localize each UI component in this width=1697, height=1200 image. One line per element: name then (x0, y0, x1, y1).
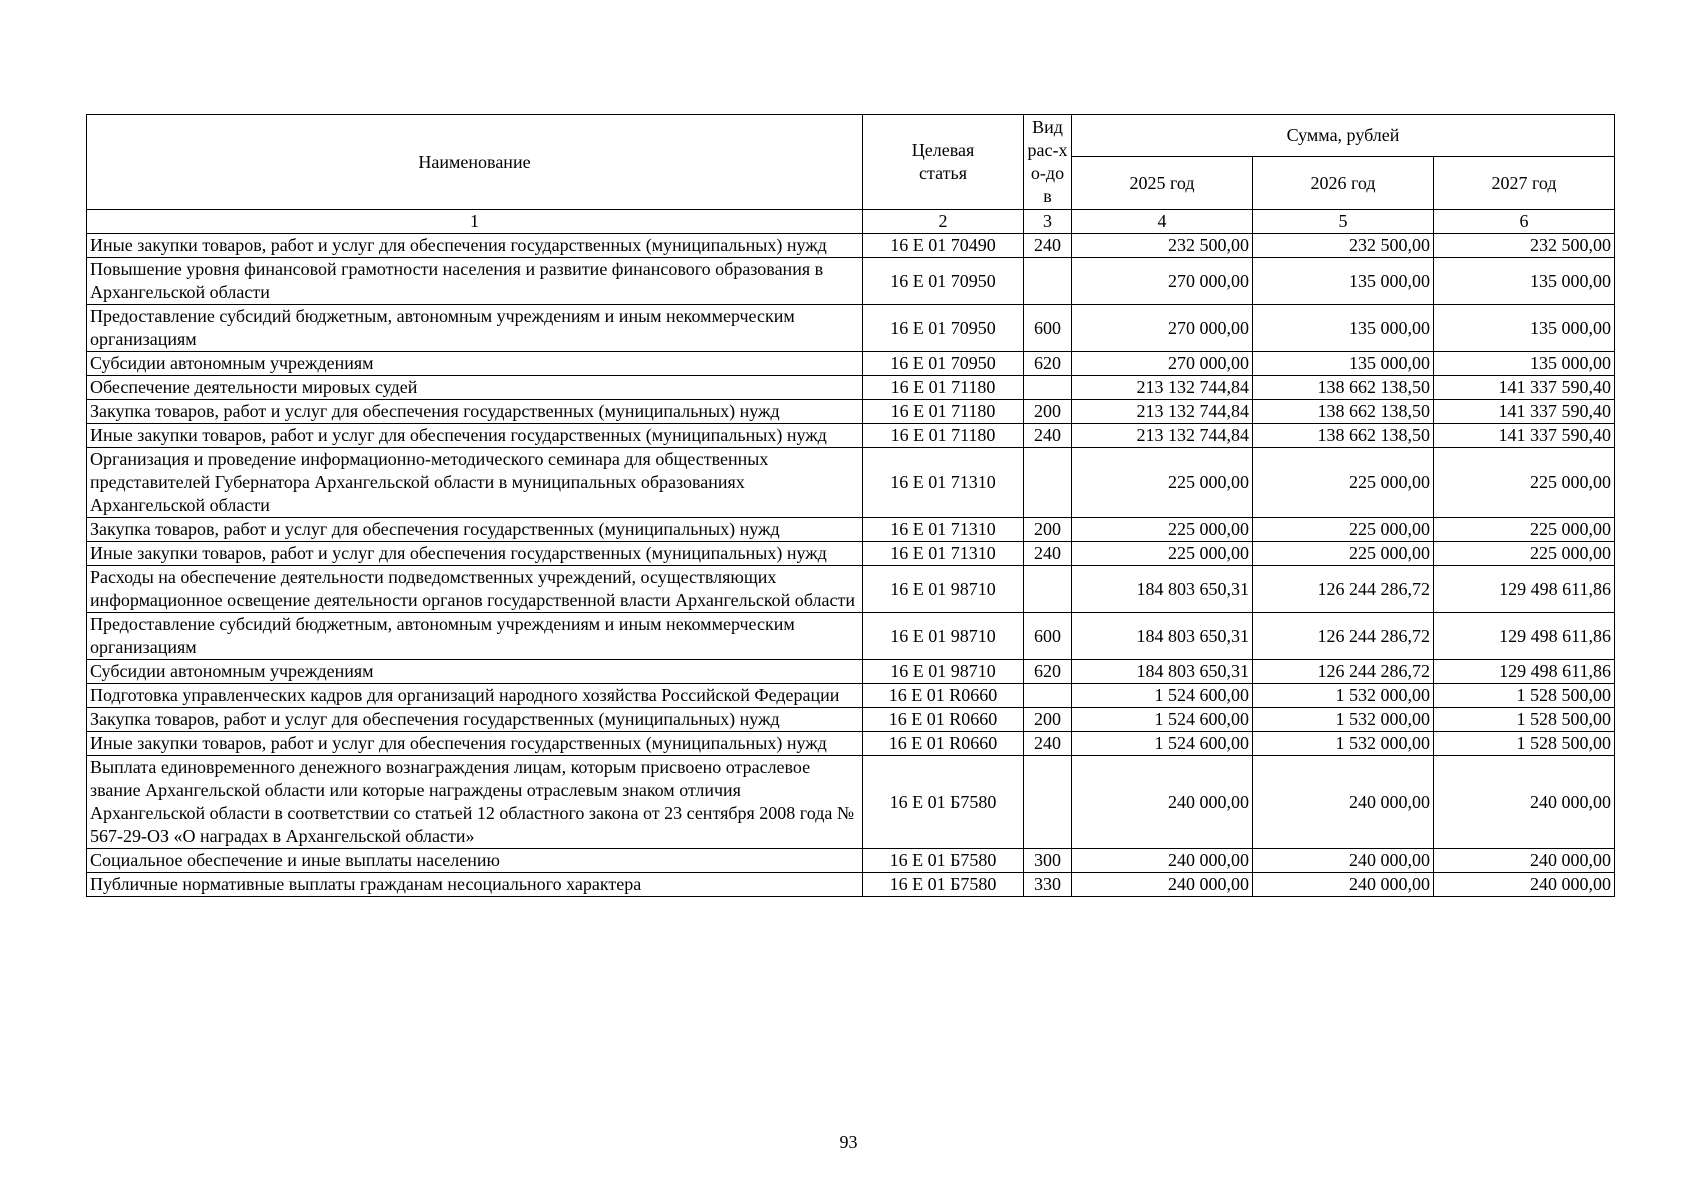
column-number: 6 (1434, 210, 1615, 234)
table-row (87, 234, 1615, 258)
row-expense-kind: 200 (1024, 708, 1072, 732)
table-row (87, 732, 1615, 756)
row-name: Подготовка управленческих кадров для организаций народного хозяйства Российской Федерации (87, 684, 863, 708)
row-amount-2025: 240 000,00 (1072, 873, 1253, 897)
row-amount-2025: 184 803 650,31 (1072, 660, 1253, 684)
row-target-code: 16 Е 01 71180 (863, 400, 1024, 424)
row-target-code: 16 Е 01 70950 (863, 305, 1024, 352)
row-amount-2025: 225 000,00 (1072, 448, 1253, 518)
row-amount-2026: 138 662 138,50 (1253, 400, 1434, 424)
table-row (87, 756, 1615, 849)
row-target-code: 16 Е 01 Б7580 (863, 756, 1024, 849)
row-amount-2027: 225 000,00 (1434, 542, 1615, 566)
column-number: 2 (863, 210, 1024, 234)
row-target-code: 16 Е 01 71180 (863, 376, 1024, 400)
row-amount-2026: 240 000,00 (1253, 873, 1434, 897)
row-name: Закупка товаров, работ и услуг для обеспечения государственных (муниципальных) нужд (87, 708, 863, 732)
table-row (87, 376, 1615, 400)
row-amount-2026: 135 000,00 (1253, 352, 1434, 376)
row-name: Субсидии автономным учреждениям (87, 352, 863, 376)
row-amount-2026: 138 662 138,50 (1253, 424, 1434, 448)
row-expense-kind: 330 (1024, 873, 1072, 897)
row-name: Повышение уровня финансовой грамотности населения и развитие финансового образования в Архангельской области (87, 258, 863, 305)
column-number: 5 (1253, 210, 1434, 234)
row-expense-kind: 200 (1024, 518, 1072, 542)
header-year-2026: 2026 год (1253, 157, 1434, 210)
header-code-label: Целевая статья (911, 140, 975, 183)
table-row (87, 849, 1615, 873)
row-amount-2027: 240 000,00 (1434, 849, 1615, 873)
row-name: Иные закупки товаров, работ и услуг для обеспечения государственных (муниципальных) нужд (87, 542, 863, 566)
header-kind-label: Вид рас-хо-дов (1027, 117, 1068, 206)
row-expense-kind (1024, 376, 1072, 400)
row-amount-2027: 1 528 500,00 (1434, 708, 1615, 732)
row-target-code: 16 Е 01 Б7580 (863, 849, 1024, 873)
row-name: Иные закупки товаров, работ и услуг для обеспечения государственных (муниципальных) нужд (87, 234, 863, 258)
row-name: Иные закупки товаров, работ и услуг для обеспечения государственных (муниципальных) нужд (87, 732, 863, 756)
row-amount-2025: 184 803 650,31 (1072, 613, 1253, 660)
row-expense-kind: 600 (1024, 305, 1072, 352)
table-body (87, 234, 1615, 897)
row-amount-2027: 225 000,00 (1434, 518, 1615, 542)
row-amount-2025: 225 000,00 (1072, 518, 1253, 542)
row-amount-2027: 129 498 611,86 (1434, 566, 1615, 613)
row-amount-2027: 232 500,00 (1434, 234, 1615, 258)
row-target-code: 16 Е 01 71180 (863, 424, 1024, 448)
row-amount-2026: 225 000,00 (1253, 448, 1434, 518)
row-target-code: 16 Е 01 R0660 (863, 732, 1024, 756)
row-amount-2025: 240 000,00 (1072, 756, 1253, 849)
row-expense-kind: 240 (1024, 542, 1072, 566)
row-amount-2027: 141 337 590,40 (1434, 376, 1615, 400)
page-number: 93 (839, 1132, 858, 1152)
row-amount-2026: 232 500,00 (1253, 234, 1434, 258)
row-target-code: 16 Е 01 71310 (863, 448, 1024, 518)
table-row (87, 542, 1615, 566)
header-sum: Сумма, рублей (1072, 115, 1615, 157)
row-expense-kind (1024, 448, 1072, 518)
row-name: Выплата единовременного денежного вознаграждения лицам, которым присвоено отраслевое звание Архангельской области или которые награждены отраслевым знаком отличия Архангельской области в соответствии со статьей 12 областного закона от 23 сентября 2008 года № 567-29-ОЗ «О наградах в Архангельской области» (87, 756, 863, 849)
table-row (87, 613, 1615, 660)
row-amount-2026: 138 662 138,50 (1253, 376, 1434, 400)
row-amount-2026: 1 532 000,00 (1253, 684, 1434, 708)
row-amount-2027: 240 000,00 (1434, 873, 1615, 897)
table-row (87, 566, 1615, 613)
row-amount-2026: 126 244 286,72 (1253, 660, 1434, 684)
row-amount-2025: 213 132 744,84 (1072, 400, 1253, 424)
row-target-code: 16 Е 01 70490 (863, 234, 1024, 258)
row-amount-2025: 1 524 600,00 (1072, 732, 1253, 756)
header-row-top (87, 115, 1615, 157)
table-row (87, 352, 1615, 376)
table-row (87, 448, 1615, 518)
table-row (87, 424, 1615, 448)
row-target-code: 16 Е 01 70950 (863, 352, 1024, 376)
row-amount-2025: 213 132 744,84 (1072, 424, 1253, 448)
row-name: Субсидии автономным учреждениям (87, 660, 863, 684)
row-amount-2026: 135 000,00 (1253, 258, 1434, 305)
table-row (87, 873, 1615, 897)
row-amount-2026: 1 532 000,00 (1253, 732, 1434, 756)
row-expense-kind: 240 (1024, 732, 1072, 756)
row-expense-kind: 300 (1024, 849, 1072, 873)
row-amount-2027: 141 337 590,40 (1434, 424, 1615, 448)
row-name: Предоставление субсидий бюджетным, автономным учреждениям и иным некоммерческим организациям (87, 613, 863, 660)
row-target-code: 16 Е 01 71310 (863, 542, 1024, 566)
row-amount-2025: 184 803 650,31 (1072, 566, 1253, 613)
row-expense-kind: 620 (1024, 660, 1072, 684)
column-number: 1 (87, 210, 863, 234)
row-amount-2026: 240 000,00 (1253, 849, 1434, 873)
row-expense-kind: 240 (1024, 424, 1072, 448)
column-number: 3 (1024, 210, 1072, 234)
row-name: Предоставление субсидий бюджетным, автономным учреждениям и иным некоммерческим организациям (87, 305, 863, 352)
row-amount-2026: 225 000,00 (1253, 518, 1434, 542)
row-amount-2026: 135 000,00 (1253, 305, 1434, 352)
row-expense-kind: 620 (1024, 352, 1072, 376)
row-amount-2026: 126 244 286,72 (1253, 613, 1434, 660)
row-expense-kind: 600 (1024, 613, 1072, 660)
table-row (87, 400, 1615, 424)
row-name: Закупка товаров, работ и услуг для обеспечения государственных (муниципальных) нужд (87, 400, 863, 424)
row-target-code: 16 Е 01 98710 (863, 613, 1024, 660)
row-name: Обеспечение деятельности мировых судей (87, 376, 863, 400)
row-amount-2027: 240 000,00 (1434, 756, 1615, 849)
row-name: Иные закупки товаров, работ и услуг для обеспечения государственных (муниципальных) нужд (87, 424, 863, 448)
row-amount-2025: 1 524 600,00 (1072, 708, 1253, 732)
row-amount-2025: 270 000,00 (1072, 258, 1253, 305)
row-target-code: 16 Е 01 R0660 (863, 684, 1024, 708)
row-amount-2027: 135 000,00 (1434, 305, 1615, 352)
row-expense-kind: 240 (1024, 234, 1072, 258)
budget-table (86, 114, 1615, 897)
row-amount-2026: 225 000,00 (1253, 542, 1434, 566)
row-amount-2025: 1 524 600,00 (1072, 684, 1253, 708)
row-amount-2027: 225 000,00 (1434, 448, 1615, 518)
row-expense-kind (1024, 756, 1072, 849)
row-amount-2027: 135 000,00 (1434, 258, 1615, 305)
row-target-code: 16 Е 01 98710 (863, 660, 1024, 684)
row-expense-kind: 200 (1024, 400, 1072, 424)
row-amount-2026: 240 000,00 (1253, 756, 1434, 849)
row-name: Расходы на обеспечение деятельности подведомственных учреждений, осуществляющих информационное освещение деятельности органов государственной власти Архангельской области (87, 566, 863, 613)
row-target-code: 16 Е 01 70950 (863, 258, 1024, 305)
row-target-code: 16 Е 01 R0660 (863, 708, 1024, 732)
table-row (87, 684, 1615, 708)
row-target-code: 16 Е 01 98710 (863, 566, 1024, 613)
header-year-2025: 2025 год (1072, 157, 1253, 210)
row-amount-2025: 213 132 744,84 (1072, 376, 1253, 400)
row-amount-2025: 240 000,00 (1072, 849, 1253, 873)
row-amount-2027: 1 528 500,00 (1434, 732, 1615, 756)
row-amount-2027: 129 498 611,86 (1434, 613, 1615, 660)
row-amount-2026: 126 244 286,72 (1253, 566, 1434, 613)
row-amount-2026: 1 532 000,00 (1253, 708, 1434, 732)
row-amount-2027: 135 000,00 (1434, 352, 1615, 376)
row-amount-2025: 232 500,00 (1072, 234, 1253, 258)
row-name: Закупка товаров, работ и услуг для обеспечения государственных (муниципальных) нужд (87, 518, 863, 542)
row-amount-2027: 129 498 611,86 (1434, 660, 1615, 684)
column-numbers-row (87, 210, 1615, 234)
header-code (863, 115, 1024, 210)
header-kind (1024, 115, 1072, 210)
table-row (87, 660, 1615, 684)
row-amount-2025: 270 000,00 (1072, 352, 1253, 376)
header-year-2027: 2027 год (1434, 157, 1615, 210)
row-expense-kind (1024, 258, 1072, 305)
row-target-code: 16 Е 01 71310 (863, 518, 1024, 542)
row-name: Социальное обеспечение и иные выплаты населению (87, 849, 863, 873)
row-target-code: 16 Е 01 Б7580 (863, 873, 1024, 897)
table-row (87, 258, 1615, 305)
table-row (87, 708, 1615, 732)
row-amount-2027: 1 528 500,00 (1434, 684, 1615, 708)
row-amount-2025: 270 000,00 (1072, 305, 1253, 352)
table-row (87, 518, 1615, 542)
row-name: Публичные нормативные выплаты гражданам несоциального характера (87, 873, 863, 897)
row-expense-kind (1024, 684, 1072, 708)
row-amount-2025: 225 000,00 (1072, 542, 1253, 566)
row-expense-kind (1024, 566, 1072, 613)
row-name: Организация и проведение информационно-методического семинара для общественных представителей Губернатора Архангельской области в муниципальных образованиях Архангельской области (87, 448, 863, 518)
row-amount-2027: 141 337 590,40 (1434, 400, 1615, 424)
column-number: 4 (1072, 210, 1253, 234)
header-name: Наименование (87, 115, 863, 210)
table-row (87, 305, 1615, 352)
